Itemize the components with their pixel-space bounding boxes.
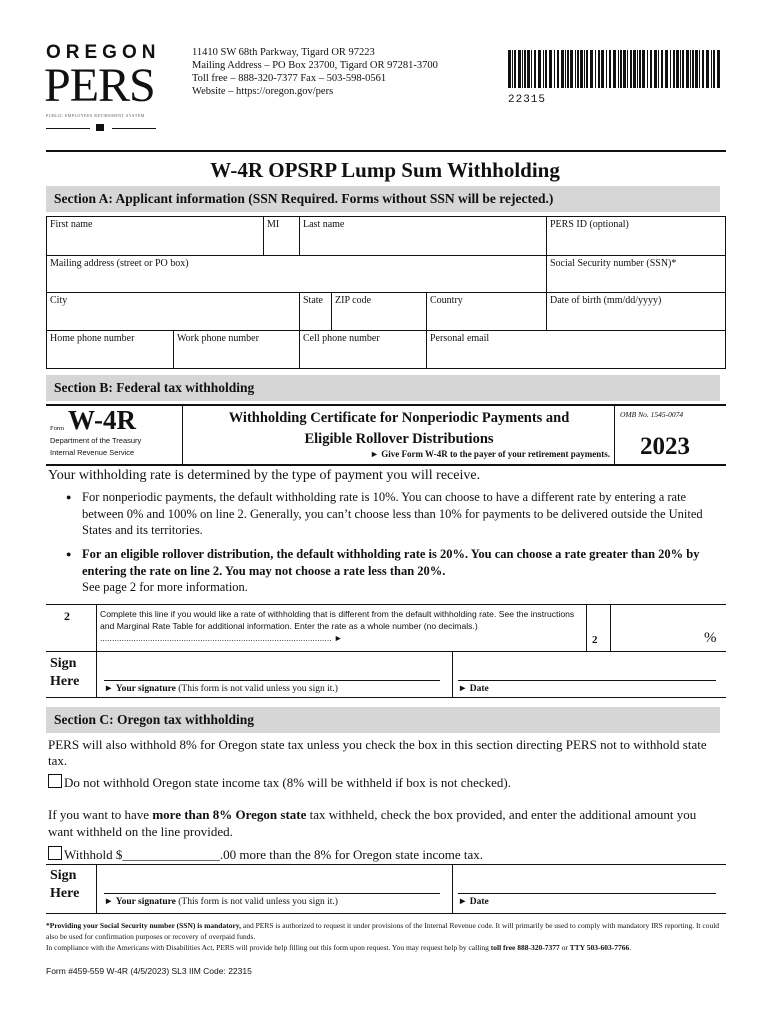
line-2-box-number: 2 [592, 634, 598, 646]
city-field[interactable] [46, 292, 300, 331]
irs-label: Internal Revenue Service [50, 448, 135, 457]
date-label: Date [469, 897, 489, 907]
withhold-more-checkbox[interactable] [48, 846, 62, 860]
oregon-state-icon [96, 124, 104, 131]
signature-caption-b: ► Your signature (This form is not valid unless you sign it.) [104, 684, 338, 694]
field-label: Last name [303, 219, 345, 230]
line-2-instructions: Complete this line if you would like a rate of withholding that is different from the default withholding rate. See the instructions and Marginal Rate Table for additional information. Enter the rate as a whole number (no decimals.) ................................................................................................. ► [100, 609, 575, 643]
field-label: Personal email [430, 333, 490, 344]
date-caption-b: ► Date [458, 684, 489, 694]
cell-phone-field[interactable] [299, 330, 427, 369]
email-field[interactable] [426, 330, 726, 369]
logo-oregon: OREGON [46, 42, 161, 63]
address-line: Website – https://oregon.gov/pers [192, 86, 334, 97]
field-label: Date of birth (mm/dd/yyyy) [550, 295, 662, 306]
ada-phone: toll free 888-320-7377 [490, 943, 560, 952]
cert-give-note: ► Give Form W-4R to the payer of your retirement payments. [370, 449, 610, 459]
field-label: Home phone number [50, 333, 135, 344]
sign-here-label: Sign Here [50, 656, 80, 689]
logo-divider [46, 128, 90, 129]
first-name-field[interactable] [46, 216, 264, 256]
line-2-number: 2 [64, 609, 70, 623]
withhold-row [48, 846, 483, 863]
oregon-intro: PERS will also withhold 8% for Oregon state tax unless you check the box in this section directing PERS not to withhold state tax. [48, 737, 707, 768]
bullet-nonperiodic: ● For nonperiodic payments, the default withholding rate is 10%. You can choose to have a different rate by entering a rate between 0% and 100% on line 2. Generally, you can’t choose less than 10% for payments to be delivered outside the United States and its territories. [82, 489, 722, 539]
sign-here-label: Sign Here [50, 868, 80, 901]
address-line: 11410 SW 68th Parkway, Tigard OR 97223 [192, 47, 375, 58]
w4r-divider [182, 404, 183, 466]
section-b-heading: Section B: Federal tax withholding [46, 375, 720, 401]
address-line: Toll free – 888-320-7377 Fax – 503-598-0561 [192, 73, 387, 84]
date-field-c[interactable] [458, 876, 716, 894]
ada-or: or [559, 943, 570, 952]
last-name-field[interactable] [299, 216, 547, 256]
more-withholding-text [48, 806, 720, 840]
form-label: Form [50, 425, 65, 432]
bullet-rollover-tail: See page 2 for more information. [82, 580, 248, 594]
line-divider [586, 604, 587, 652]
form-name: W-4R [68, 405, 136, 435]
signature-note: (This form is not valid unless you sign it.) [178, 897, 338, 907]
bullet-rollover-bold: For an eligible rollover distribution, the default withholding rate is 20%. You can choose a rate greater than 20% by entering the rate on line 2. You may not choose a rate less than 20%. [82, 547, 700, 578]
field-label: Work phone number [177, 333, 259, 344]
your-signature: Your signature [115, 897, 176, 907]
contact-address [192, 46, 438, 98]
form-year: 2023 [640, 433, 690, 460]
line-divider [452, 652, 453, 698]
cert-title-1: Withholding Certificate for Nonperiodic Payments and [228, 410, 570, 426]
field-label: Country [430, 295, 463, 306]
barcode-icon [508, 50, 724, 88]
mi-field[interactable] [263, 216, 300, 256]
signature-caption-c: ► Your signature (This form is not valid unless you sign it.) [104, 897, 338, 907]
more-prefix: If you want to have [48, 807, 153, 822]
withhold-line: Withhold $_______________.00 more than the 8% for Oregon state income tax. [64, 847, 484, 862]
line-divider [96, 604, 97, 652]
home-phone-field[interactable] [46, 330, 174, 369]
more-bold: more than 8% Oregon state [152, 807, 307, 822]
dob-field[interactable] [546, 292, 726, 331]
opt-out-row [48, 774, 511, 791]
dept-treasury: Department of the Treasury [50, 436, 142, 445]
signature-field-c[interactable] [104, 876, 440, 894]
line-divider [96, 652, 97, 698]
logo-divider [112, 128, 156, 129]
field-label: ZIP code [335, 295, 372, 306]
ssn-note-bold: *Providing your Social Security number (SSN) is mandatory, [46, 921, 242, 930]
field-label: Cell phone number [303, 333, 380, 344]
field-label: MI [267, 219, 280, 230]
field-label: First name [50, 219, 93, 230]
section-a-heading: Section A: Applicant information (SSN Required. Forms without SSN will be rejected.) [46, 186, 720, 212]
withhold-amount-input[interactable] [124, 846, 236, 862]
page-title: W-4R OPSRP Lump Sum Withholding [210, 158, 560, 182]
address-line: Mailing Address – PO Box 23700, Tigard OR 97281-3700 [192, 60, 438, 71]
field-label: Social Security number (SSN)* [550, 258, 677, 269]
ssn-field[interactable] [546, 255, 726, 293]
logo-tagline: PUBLIC EMPLOYEES RETIREMENT SYSTEM [46, 113, 145, 118]
ssn-note: and PERS is authorized to request it under provisions of the Internal Revenue code. It will primarily be used to comply with mandatory IRS reporting. It could also be used for confirmation purposes or recovery of overpaid funds. [46, 921, 720, 941]
logo-pers: PERS [44, 59, 155, 112]
field-label: Mailing address (street or PO box) [50, 258, 189, 269]
field-label: State [303, 295, 323, 306]
opt-out-label: Do not withhold Oregon state income tax (8% will be withheld if box is not checked). [64, 775, 511, 790]
state-field[interactable] [299, 292, 332, 331]
your-signature: Your signature [115, 684, 176, 694]
ada-tty: TTY 503-603-7766 [569, 943, 630, 952]
line-divider [452, 864, 453, 914]
signature-note: (This form is not valid unless you sign it.) [178, 684, 338, 694]
bullet-rollover [82, 546, 722, 596]
ada-text: In compliance with the Americans with Disabilities Act, PERS will provide help filling out this form upon request. You may request help by calling [46, 943, 491, 952]
mailing-address-field[interactable] [46, 255, 547, 293]
section-c-heading: Section C: Oregon tax withholding [46, 707, 720, 733]
work-phone-field[interactable] [173, 330, 300, 369]
w4r-divider [614, 404, 615, 466]
ada-notice [46, 942, 726, 953]
opt-out-checkbox[interactable] [48, 774, 62, 788]
barcode-number: 22315 [508, 94, 547, 106]
date-caption-c: ► Date [458, 897, 489, 907]
percent-sign: % [704, 630, 717, 646]
line-divider [96, 864, 97, 914]
field-label: City [50, 295, 68, 306]
date-field-b[interactable] [458, 663, 716, 681]
field-label: PERS ID (optional) [550, 219, 629, 230]
form-identifier: Form #459-559 W-4R (4/5/2023) SL3 IIM Code: 22315 [46, 966, 252, 976]
country-field[interactable] [426, 292, 547, 331]
omb-number: OMB No. 1545-0074 [620, 410, 684, 419]
zip-field[interactable] [331, 292, 427, 331]
ada-end: . [629, 943, 632, 952]
signature-field-b[interactable] [104, 663, 440, 681]
pers-id-field[interactable] [546, 216, 726, 256]
title-rule [46, 150, 726, 152]
cert-title-2: Eligible Rollover Distributions [304, 431, 494, 447]
date-label: Date [469, 684, 489, 694]
ssn-disclosure [46, 920, 726, 942]
more-suffix: tax withheld, check the box provided, and enter the additional amount you want withheld on the line provided. [48, 807, 697, 839]
withholding-intro: Your withholding rate is determined by the type of payment you will receive. [48, 468, 481, 483]
